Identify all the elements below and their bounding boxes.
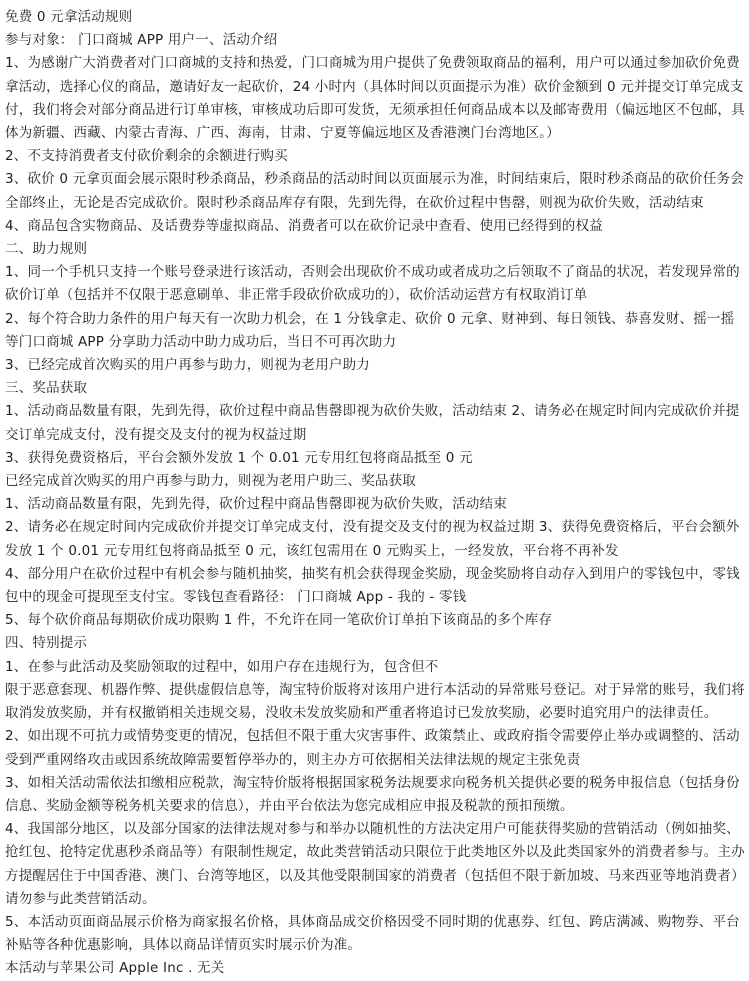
tip-item-1a: 1、在参与此活动及奖励领取的过程中，如用户存在违规行为，包含但不 bbox=[5, 658, 439, 675]
document-title: 免费 0 元拿活动规则 bbox=[5, 9, 133, 25]
help-item-1: 1、同一个手机只支持一个账号登录进行该活动，否则会出现砍价不成功或者成功之后领取不了商品的状况，若发现异常的砍价订单（包括并不仅限于恶意刷单、非正常手段砍价砍成功的），砍价活动运营方有权取消订单 bbox=[5, 264, 740, 304]
repeated-prize-item-4: 4、部分用户在砍价过程中有机会参与随机抽奖，抽奖有机会获得现金奖励，现金奖励将自动存入到用户的零钱包中，零钱包中的现金可提现至支付宝。零钱包查看路径： 门口商城 App - 我的 - 零钱 bbox=[5, 565, 740, 606]
repeated-line: 已经完成首次购买的用户再参与助力，则视为老用户助三、奖品获取 bbox=[5, 473, 416, 490]
section-heading-tips: 四、特别提示 bbox=[5, 635, 88, 652]
tip-item-1b: 限于恶意套现、机器作弊、提供虚假信息等，淘宝特价版将对该用户进行本活动的异常账号登记。对于异常的账号，我们将取消发放奖励，并有权撤销相关违规交易，没收未发放奖励和严重者将追讨已发放奖励，必要时追究用户的法律责任。 bbox=[5, 681, 745, 722]
repeated-prize-item-2: 2、请务必在规定时间内完成砍价并提交订单完成支付，没有提交及支付的视为权益过期 3、获得免费资格后，平台会额外发放 1 个 0.01 元专用红包将商品抵至 0 元，该红包需用在 0 元购买上，一经发放，平台将不再补发 bbox=[5, 519, 740, 559]
rules-document bbox=[5, 6, 747, 981]
prize-item-1: 1、活动商品数量有限，先到先得，砍价过程中商品售罄即视为砍价失败，活动结束 2、请务必在规定时间内完成砍价并提交订单完成支付，没有提交及支付的视为权益过期 bbox=[5, 403, 740, 443]
intro-item-3: 3、砍价 0 元拿页面会展示限时秒杀商品，秒杀商品的活动时间以页面展示为准，时间结束后，限时秒杀商品的砍价任务会全部终止，无论是否完成砍价。限时秒杀商品库存有限，先到先得，在砍价过程中售罄，则视为砍价失败，活动结束 bbox=[5, 171, 744, 211]
intro-item-2: 2、不支持消费者支付砍价剩余的余额进行购买 bbox=[5, 148, 288, 165]
participants-line: 参与对象： 门口商城 APP 用户一、活动介绍 bbox=[5, 32, 278, 49]
tip-item-4: 4、我国部分地区，以及部分国家的法律法规对参与和举办以随机性的方法决定用户可能获得奖励的营销活动（例如抽奖、抢红包、抢特定优惠秒杀商品等）有限制性规定，故此类营销活动只限位于此类地区外以及此类国家外的消费者参与。主办方提醒居住于中国香港、澳门、台湾等地区，以及其他受限制国家的消费者（包括但不限于新加坡、马来西亚等地消费者）请勿参与此类营销活动。 bbox=[5, 821, 745, 907]
footer-disclaimer: 本活动与苹果公司 Apple Inc . 无关 bbox=[5, 960, 225, 977]
intro-item-4: 4、商品包含实物商品、及话费券等虚拟商品、消费者可以在砍价记录中查看、使用已经得到的权益 bbox=[5, 217, 603, 234]
tip-item-3: 3、如相关活动需依法扣缴相应税款，淘宝特价版将根据国家税务法规要求向税务机关提供必要的税务申报信息（包括身份信息、奖励金额等税务机关要求的信息），并由平台依法为您完成相应申报及税款的预扣预缴。 bbox=[5, 774, 740, 814]
intro-item-1: 1、为感谢广大消费者对门口商城的支持和热爱，门口商城为用户提供了免费领取商品的福利，用户可以通过参加砍价免费拿活动，选择心仪的商品，邀请好友一起砍价，24 小时内（具体时间以页面提示为准）砍价金额到 0 元并提交订单完成支付，我们将会对部分商品进行订单审核，审核成功后即可发货，无须承担任何商品成本以及邮寄费用（偏远地区不包邮，具体为新疆、西藏、内蒙古青海、广西、海南，甘肃、宁夏等偏远地区及香港澳门台湾地区。） bbox=[5, 55, 745, 142]
help-item-2: 2、每个符合助力条件的用户每天有一次助力机会，在 1 分钱拿走、砍价 0 元拿、财神到、每日领钱、恭喜发财、摇一摇等门口商城 APP 分享助力活动中助力成功后，当日不可再次助力 bbox=[5, 310, 735, 350]
section-heading-help: 二、助力规则 bbox=[5, 241, 88, 258]
tip-item-2: 2、如出现不可抗力或情势变更的情况，包括但不限于重大灾害事件、政策禁止、或政府指令需要停止举办或调整的、活动受到严重网络攻击或因系统故障需要暂停举办的，则主办方可依据相关法律法规的规定主张免责 bbox=[5, 728, 740, 768]
tip-item-5: 5、本活动页面商品展示价格为商家报名价格，具体商品成交价格因受不同时期的优惠券、红包、跨店满减、购物券、平台补贴等各种优惠影响，具体以商品详情页实时展示价为准。 bbox=[5, 913, 740, 954]
help-item-3: 3、已经完成首次购买的用户再参与助力，则视为老用户助力 bbox=[5, 357, 370, 374]
section-heading-prize: 三、奖品获取 bbox=[5, 380, 88, 397]
repeated-prize-item-5: 5、每个砍价商品每期砍价成功限购 1 件，不允许在同一笔砍价订单拍下该商品的多个库存 bbox=[5, 612, 553, 629]
repeated-prize-item-1: 1、活动商品数量有限，先到先得，砍价过程中商品售罄即视为砍价失败，活动结束 bbox=[5, 496, 507, 513]
prize-item-3: 3、获得免费资格后，平台会额外发放 1 个 0.01 元专用红包将商品抵至 0 元 bbox=[5, 449, 473, 466]
